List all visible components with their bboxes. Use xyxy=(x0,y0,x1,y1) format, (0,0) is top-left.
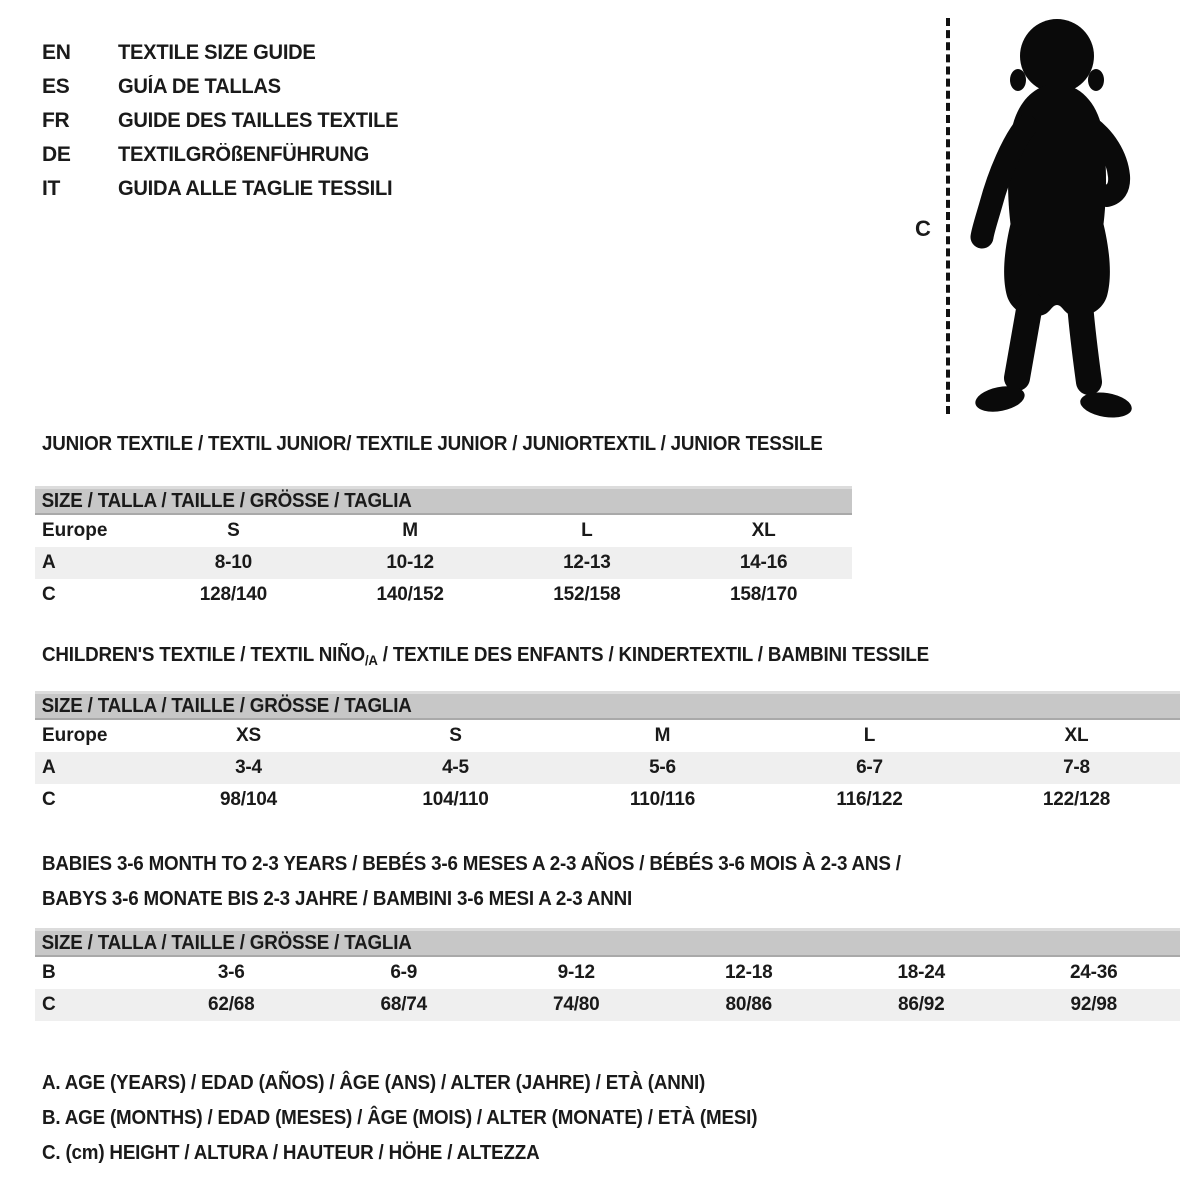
children-title-post: / TEXTILE DES ENFANTS / KINDERTEXTIL / BAMBINI TESSILE xyxy=(377,644,930,666)
row-label: A xyxy=(42,552,56,573)
size-cell: M xyxy=(402,520,418,541)
size-header-bar xyxy=(35,928,1180,957)
row-label: Europe xyxy=(42,520,108,541)
language-row-fr xyxy=(42,104,410,138)
row-label: B xyxy=(42,962,56,983)
row-label: C xyxy=(42,994,56,1015)
height-cell: 110/116 xyxy=(629,789,696,810)
legend-item-b: B. AGE (MONTHS) / EDAD (MESES) / ÂGE (MOIS) / ALTER (MONATE) / ETÀ (MESI) xyxy=(42,1107,758,1129)
legend-item-c: C. (cm) HEIGHT / ALTURA / HAUTEUR / HÖHE / ALTEZZA xyxy=(42,1142,540,1164)
children-title-pre: CHILDREN'S TEXTILE / TEXTIL NIÑO xyxy=(42,644,365,666)
age-cell: 8-10 xyxy=(214,552,252,573)
babies-size-table xyxy=(35,928,1180,1021)
babies-section-title-line1: BABIES 3-6 MONTH TO 2-3 YEARS / BEBÉS 3-6 MESES A 2-3 AÑOS / BÉBÉS 3-6 MOIS À 2-3 ANS / xyxy=(42,853,901,875)
age-cell: 7-8 xyxy=(1063,757,1090,778)
size-cell: XS xyxy=(236,725,261,746)
height-measure-label: C xyxy=(915,216,931,241)
size-cell: S xyxy=(227,520,240,541)
age-cell: 14-16 xyxy=(739,552,788,573)
table-row-height xyxy=(35,579,852,611)
babies-section-title-line2: BABYS 3-6 MONATE BIS 2-3 JAHRE / BAMBINI 3-6 MESI A 2-3 ANNI xyxy=(42,888,633,910)
size-header-label: SIZE / TALLA / TAILLE / GRÖSSE / TAGLIA xyxy=(41,695,412,717)
language-row-it xyxy=(42,172,410,206)
age-cell: 10-12 xyxy=(386,552,434,573)
height-cell: 128/140 xyxy=(199,584,268,605)
table-row-height xyxy=(35,989,1180,1021)
language-label: TEXTILGRÖßENFÜHRUNG xyxy=(118,143,370,166)
table-row-months xyxy=(35,957,1180,989)
language-label: GUIDA ALLE TAGLIE TESSILI xyxy=(118,177,393,200)
table-row-europe xyxy=(35,720,1180,752)
months-cell: 3-6 xyxy=(217,962,245,983)
children-title-sub: /A xyxy=(364,652,378,668)
height-cell: 86/92 xyxy=(897,994,945,1015)
height-cell: 98/104 xyxy=(220,789,277,810)
table-row-europe xyxy=(35,515,852,547)
height-cell: 104/110 xyxy=(422,789,489,810)
months-cell: 9-12 xyxy=(557,962,595,983)
height-cell: 116/122 xyxy=(836,789,903,810)
table-row-height xyxy=(35,784,1180,816)
height-cell: 68/74 xyxy=(380,994,428,1015)
row-label: Europe xyxy=(42,725,108,746)
height-cell: 122/128 xyxy=(1042,789,1111,810)
language-row-es xyxy=(42,70,410,104)
months-cell: 24-36 xyxy=(1069,962,1118,983)
row-label: A xyxy=(42,757,56,778)
height-cell: 80/86 xyxy=(725,994,773,1015)
language-code: FR xyxy=(42,109,70,132)
legend-item-a: A. AGE (YEARS) / EDAD (AÑOS) / ÂGE (ANS) / ALTER (JAHRE) / ETÀ (ANNI) xyxy=(42,1072,706,1094)
months-cell: 6-9 xyxy=(390,962,418,983)
junior-size-table xyxy=(35,486,852,611)
row-label: C xyxy=(42,584,56,605)
size-cell: M xyxy=(654,725,671,746)
age-cell: 4-5 xyxy=(442,757,469,778)
language-code: DE xyxy=(42,143,71,166)
language-label: GUÍA DE TALLAS xyxy=(118,75,281,98)
language-row-de xyxy=(42,138,410,172)
size-cell: L xyxy=(581,520,593,541)
height-cell: 74/80 xyxy=(552,994,600,1015)
children-size-table xyxy=(35,691,1180,816)
language-code: IT xyxy=(42,177,61,200)
age-cell: 6-7 xyxy=(856,757,883,778)
size-cell: L xyxy=(863,725,876,746)
age-cell: 3-4 xyxy=(235,757,262,778)
months-cell: 18-24 xyxy=(897,962,946,983)
size-header-bar xyxy=(35,691,1180,720)
size-header-bar xyxy=(35,486,852,515)
row-label: C xyxy=(42,789,56,810)
height-measure-line xyxy=(946,18,950,414)
age-cell: 5-6 xyxy=(649,757,676,778)
toddler-silhouette-icon xyxy=(968,16,1138,418)
language-code: ES xyxy=(42,75,70,98)
age-cell: 12-13 xyxy=(563,552,611,573)
children-section-title xyxy=(42,644,929,668)
language-code: EN xyxy=(42,41,71,64)
junior-section-title: JUNIOR TEXTILE / TEXTIL JUNIOR/ TEXTILE JUNIOR / JUNIORTEXTIL / JUNIOR TESSILE xyxy=(42,433,823,455)
table-row-age xyxy=(35,752,1180,784)
height-cell: 62/68 xyxy=(207,994,255,1015)
language-label: GUIDE DES TAILLES TEXTILE xyxy=(118,109,399,132)
size-cell: XL xyxy=(751,520,776,541)
height-cell: 158/170 xyxy=(729,584,798,605)
language-label: TEXTILE SIZE GUIDE xyxy=(118,41,316,64)
size-header-label: SIZE / TALLA / TAILLE / GRÖSSE / TAGLIA xyxy=(41,490,412,512)
height-cell: 92/98 xyxy=(1070,994,1118,1015)
language-row-en xyxy=(42,36,410,70)
table-row-age xyxy=(35,547,852,579)
size-header-label: SIZE / TALLA / TAILLE / GRÖSSE / TAGLIA xyxy=(41,932,412,954)
height-cell: 152/158 xyxy=(553,584,621,605)
size-cell: XL xyxy=(1064,725,1089,746)
months-cell: 12-18 xyxy=(724,962,773,983)
height-cell: 140/152 xyxy=(376,584,444,605)
size-cell: S xyxy=(449,725,462,746)
language-list xyxy=(42,36,410,206)
